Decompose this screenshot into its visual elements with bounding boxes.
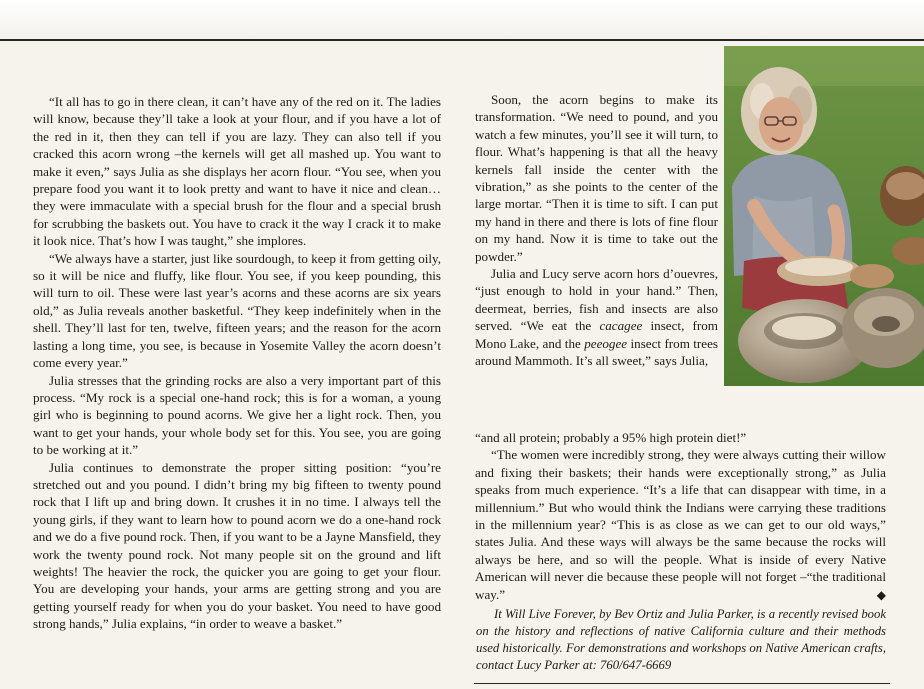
paragraph: “We always have a starter, just like sourdough, to keep it from getting oily, so it will be nice and fluffy, like flour. You see, if you keep pounding, this will turn to oil. These were last year’s acorns and these acorns are six years old,” as Julia reveals another basketful. “They keep indefinitely when in the shell. They’ll last for ten, twelve, fifteen years; and the reason for the acorn lasting a long time, you see, is because in Yosemite Valley the acorn doesn’t come every year.” [33,250,441,371]
paragraph: “It all has to go in there clean, it can’t have any of the red on it. The ladies will know, because they’ll take a look at your flour, and if you have a lot of the red in it, then they can tell if you are lazy. They can also tell if you cracked this acorn wrong –the kernels will get all mashed up. You want to make it even,” says Julia as she displays her acorn flour. “You see, when you prepare food you want it to look pretty and want to have it nice and clean…they were immaculate with a special brush for the flour and a special brush for scrubbing the baskets out. You have to crack it the way I crack it to make it look nice. That’s how I was taught,” she implores. [33,94,441,249]
text-run: Julia and Lucy serve acorn hors d’ouevres, “just enough to hold in your hand.” Then, deermeat, berries, fish and insects are also served. “We eat the [475,266,718,334]
paragraph: “and all protein; probably a 95% high protein diet!” [475,430,747,445]
paragraph [475,265,718,369]
caption-text: It Will Live Forever, by Bev Ortiz and Julia Parker, is a recently revised book on the history and reflections of native California culture and their methods used historically. For demonstrations and workshops on Native American crafts, contact Lucy Parker at: 760/647-6669 [476,607,886,672]
article-right-column-bottom [475,429,886,604]
paragraph: Julia continues to demonstrate the proper sitting position: “you’re stretched out and you pound. I didn’t bring my big fifteen to twenty pound rock that I lift up and bring down. It crushes it in no time. I always tell the young girls, if they want to learn how to pound acorn we do a one-hand rock and we do a five pound rock. Then, if you want to be a Jayne Mansfield, they work the twenty pound rock. Not many people sit on the ground and lift weights! The heavier the rock, the quicker you are going to get your flour. You are developing your hands, your arms are getting strong and you are getting yourself ready for when you do your basket. You need to have good strong hands,” Julia explains, “in order to weave a basket.” [33,459,441,632]
text-run: “The women were incredibly strong, they were always cutting their willow and fixing their baskets; their hands were exceptionally strong,” as Julia speaks from much experience. “It’s a life that can disappear with time, in a millennium.” But who would think the Indians were carrying these traditions in the millennium year? “This is as close as we can get to our old ways,” states Julia. And these ways will always be the same because the rocks will always be here, and so will the people. What is inside of every Native American will never die because these people will not forget –“the traditional way.” [475,447,886,602]
article-left-column [33,93,441,633]
caption-rule [474,683,890,684]
article-right-column-top [475,91,718,370]
text-run: insect from trees around Mammoth. It’s all sweet,” says Julia, [475,335,719,369]
text-run: insect, from Mono Lake, and the [475,318,718,351]
top-rule [0,39,924,41]
end-mark-icon: ◆ [876,587,886,602]
book-caption [476,606,886,674]
photo-woman-grinding-acorns [724,46,924,386]
top-margin-band [0,0,924,40]
paragraph: Soon, the acorn begins to make its transformation. “We need to pound, and you watch a few minutes, you’ll see it will turn, to flour. What’s happening is that all the heavy kernels fall inside the center with the vibration,” as she points to the center of the large mortar. “Then it is time to sift. I can put my hand in there and there is lots of fine flour on my hand. Now it is time to take out the powder.” [475,92,718,264]
term-peeogee: peeogee [584,335,628,351]
paragraph: Julia stresses that the grinding rocks are also a very important part of this process. “My rock is a special one-hand rock; this is for a woman, a young girl who is beginning to pound acorns. We give her a light rock. Then, you want to get your hands, your whole body set for this. You see, you are going to be working at it.” [33,372,441,458]
paragraph [475,446,886,603]
term-cacagee: cacagee [599,318,643,334]
